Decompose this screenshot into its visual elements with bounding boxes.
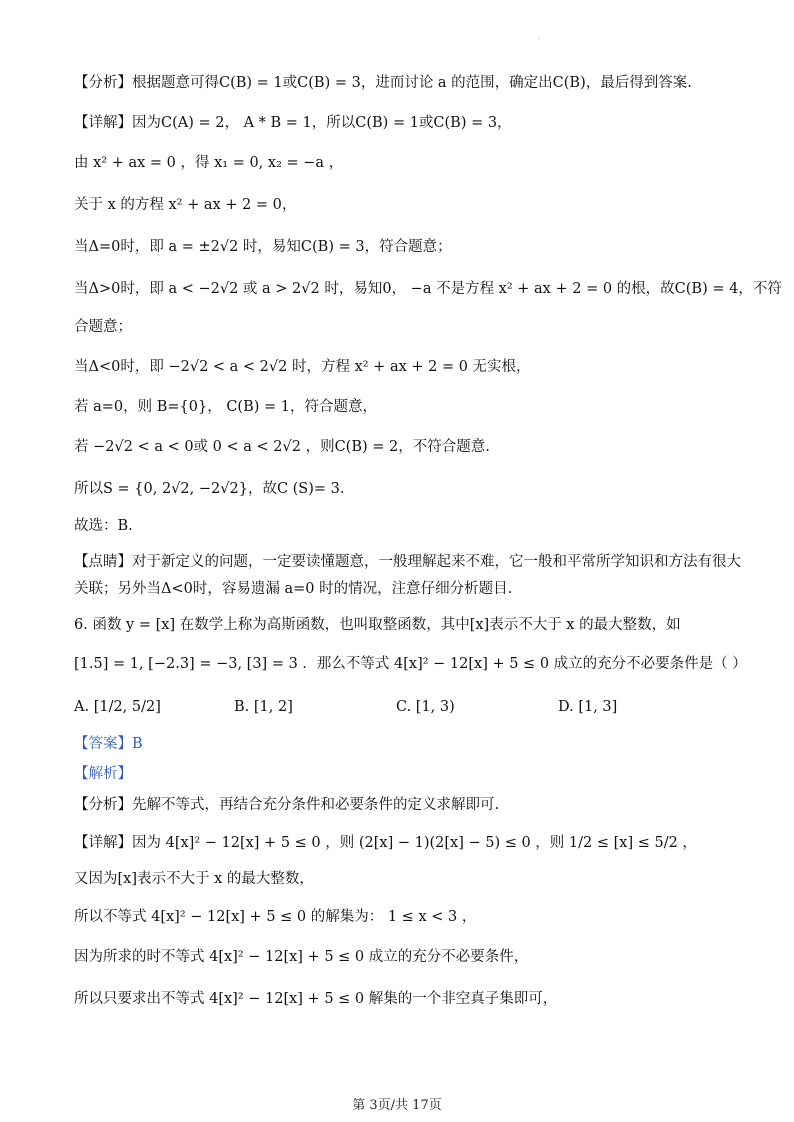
text-line: 由 x² + ax = 0 ，得 x₁ = 0, x₂ = −a ， xyxy=(74,155,344,171)
text-line: 【分析】根据题意可得C(B) = 1或C(B) = 3，进而讨论 a 的范围，确定出C(B)，最后得到答案. xyxy=(74,75,692,91)
text-line: 关于 x 的方程 x² + ax + 2 = 0， xyxy=(74,197,297,213)
text-line: 合题意； xyxy=(74,319,132,335)
text-line: 若 −2√2 < a < 0或 0 < a < 2√2 ，则C(B) = 2，不符合题意. xyxy=(74,439,490,455)
text-line: 又因为[x]表示不大于 x 的最大整数， xyxy=(74,871,314,887)
text-line: 故选：B. xyxy=(74,518,133,534)
text-line: 【分析】先解不等式，再结合充分条件和必要条件的定义求解即可. xyxy=(74,797,500,813)
text-line: 【详解】因为 4[x]² − 12[x] + 5 ≤ 0 ，则 (2[x] − 1)(2[x] − 5) ≤ 0 ，则 1/2 ≤ [x] ≤ 5/2 ， xyxy=(74,835,697,851)
text-line: 所以不等式 4[x]² − 12[x] + 5 ≤ 0 的解集为： 1 ≤ x < 3 ， xyxy=(74,909,477,925)
text-line: 【点睛】对于新定义的问题，一定要读懂题意，一般理解起来不难，它一般和平常所学知识和方法有很大 xyxy=(74,554,741,570)
corner-mark: · xyxy=(538,34,541,43)
question-stem: 6. 函数 y = [x] 在数学上称为高斯函数，也叫取整函数，其中[x]表示不大于 x 的最大整数，如 xyxy=(74,617,681,633)
option-a: A. [1/2, 5/2] xyxy=(74,699,161,715)
page-footer: 第 3页/共 17页 xyxy=(352,1098,442,1113)
text-line: 当Δ=0时，即 a = ±2√2 时，易知C(B) = 3，符合题意； xyxy=(74,239,452,255)
text-line: 【详解】因为C(A) = 2， A * B = 1，所以C(B) = 1或C(B) = 3， xyxy=(74,115,512,131)
text-line: 当Δ>0时，即 a < −2√2 或 a > 2√2 时，易知0， −a 不是方程 x² + ax + 2 = 0 的根，故C(B) = 4，不符 xyxy=(74,281,782,297)
option-b: B. [1, 2] xyxy=(234,699,293,715)
option-d: D. [1, 3] xyxy=(558,699,618,715)
option-c: C. [1, 3) xyxy=(396,699,455,715)
text-line: 当Δ<0时，即 −2√2 < a < 2√2 时，方程 x² + ax + 2 = 0 无实根， xyxy=(74,359,531,375)
answer-line: 【答案】B xyxy=(74,736,143,752)
text-line: 因为所求的时不等式 4[x]² − 12[x] + 5 ≤ 0 成立的充分不必要条件， xyxy=(74,949,529,965)
text-line: 关联；另外当Δ<0时，容易遗漏 a=0 时的情况，注意仔细分析题目. xyxy=(74,581,513,597)
text-line: 所以只要求出不等式 4[x]² − 12[x] + 5 ≤ 0 解集的一个非空真子集即可， xyxy=(74,991,558,1007)
text-line: 若 a=0，则 B={0}， C(B) = 1，符合题意， xyxy=(74,399,377,415)
question-stem: [1.5] = 1, [−2.3] = −3, [3] = 3 ．那么不等式 4[x]² − 12[x] + 5 ≤ 0 成立的充分不必要条件是（ ） xyxy=(74,656,747,672)
analysis-label: 【解析】 xyxy=(74,766,132,782)
text-line: 所以S = {0, 2√2, −2√2}，故C (S)= 3. xyxy=(74,481,345,497)
